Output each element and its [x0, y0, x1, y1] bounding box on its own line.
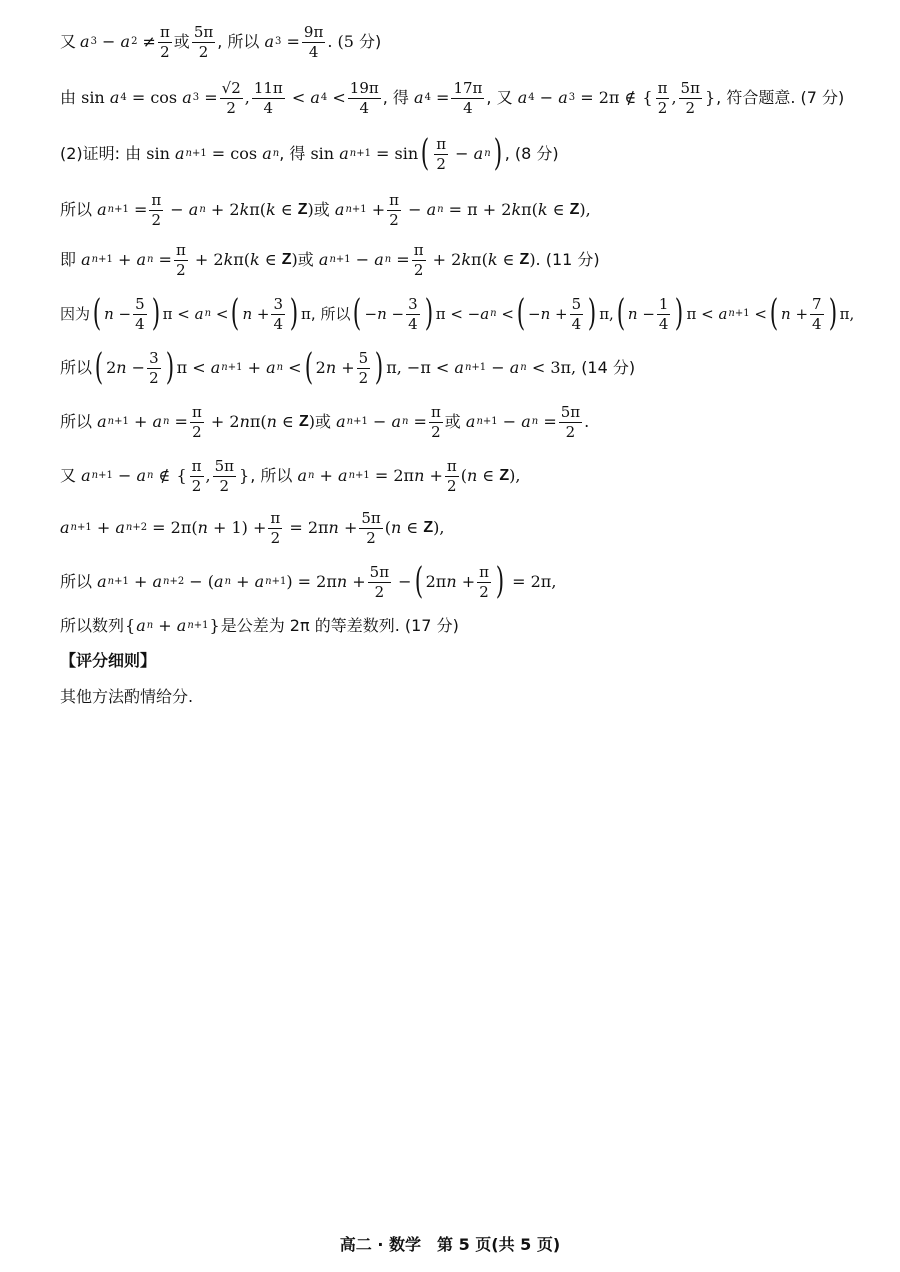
solution-line-5: 即 a n+1 + a n = $\frac{\pi}{2}$ + 2 k π( k ∈ Z ) 或 a n+1 − a n = $\frac{\pi}{2}$ + 2 k π( k ∈ Z ). (11 分) [60, 240, 600, 279]
solution-line-9: 又 a n+1 − a n ∉ { $\frac{\pi}{2}$ , $\frac{5\pi}{2}$ } , 所以 a n + a n+1 = 2π n + $\frac{\pi}{2}$ ( n ∈ Z ), [60, 456, 521, 495]
solution-line-10: a n+1 + a n+2 = 2π( n + 1) + $\frac{\pi}{2}$ = 2π n + $\frac{5\pi}{2}$ ( n ∈ Z ), [60, 508, 445, 547]
solution-line-4: 所以 a n+1 = $\frac{\pi}{2}$ − a n + 2 k π( k ∈ Z ) 或 a n+1 + $\frac{\pi}{2}$ − a n = π + 2 k π( k ∈ Z ), [60, 190, 591, 229]
solution-line-8: 所以 a n+1 + a n = $\frac{\pi}{2}$ + 2 n π( n ∈ Z ) 或 a n+1 − a n = $\frac{\pi}{2}$ 或 a n+1 − a n = $\frac{5\pi}{2}$ . [60, 402, 590, 441]
solution-line-3: (2)证明: 由 sin a n+1 = cos a n , 得 sin a n+1 = sin ( $\frac{\pi}{2}$ − a n ) , (8 分) [60, 133, 559, 174]
solution-line-1: 又 a 3 − a 2 ≠ $\frac{\pi}{2}$ 或 $\frac{5\pi}{2}$ , 所以 a 3 = $\frac{9\pi}{4}$ . (5 分) [60, 22, 382, 61]
solution-line-6: 因为 ( n − $\frac{5}{4}$ ) π < a n < ( n + $\frac{3}{4}$ ) π , 所以 ( − n − $\frac{3}{4}$ ) π < − a n < ( − n + $\frac{5}{4}$ ) π, ( n − $\frac{1}{4}$ ) π < a n+1 < ( n + $\frac{7}{4}$ ) π, [60, 293, 855, 334]
solution-line-2: 由 sin a 4 = cos a 3 = $\frac{√2}{2}$ , $\frac{11\pi}{4}$ < a 4 < $\frac{19\pi}{4}$ , 得 a 4 = $\frac{17\pi}{4}$ , 又 a 4 − a 3 = 2π ∉ { $\frac{\pi}{2}$ , $\frac{5\pi}{2}$ } , 符合题意. (7 分) [60, 78, 845, 117]
grading-heading: 【评分细则】 [60, 651, 157, 670]
solution-line-7: 所以 ( 2 n − $\frac{3}{2}$ ) π < a n+1 + a n < ( 2 n + $\frac{5}{2}$ ) π, −π < a n+1 − a n < 3π, (14 分) [60, 347, 636, 388]
solution-line-11: 所以 a n+1 + a n+2 − ( a n + a n+1 ) = 2π n + $\frac{5\pi}{2}$ − ( 2π n + $\frac{\pi}{2}$ ) = 2π, [60, 561, 557, 602]
grading-note: 其他方法酌情给分. [60, 687, 194, 706]
solution-line-12: 所以数列 { a n + a n+1 } 是公差为 2π 的等差数列. (17 分) [60, 616, 459, 635]
page-footer: 高二 · 数学 第 5 页(共 5 页) [339, 1235, 561, 1254]
